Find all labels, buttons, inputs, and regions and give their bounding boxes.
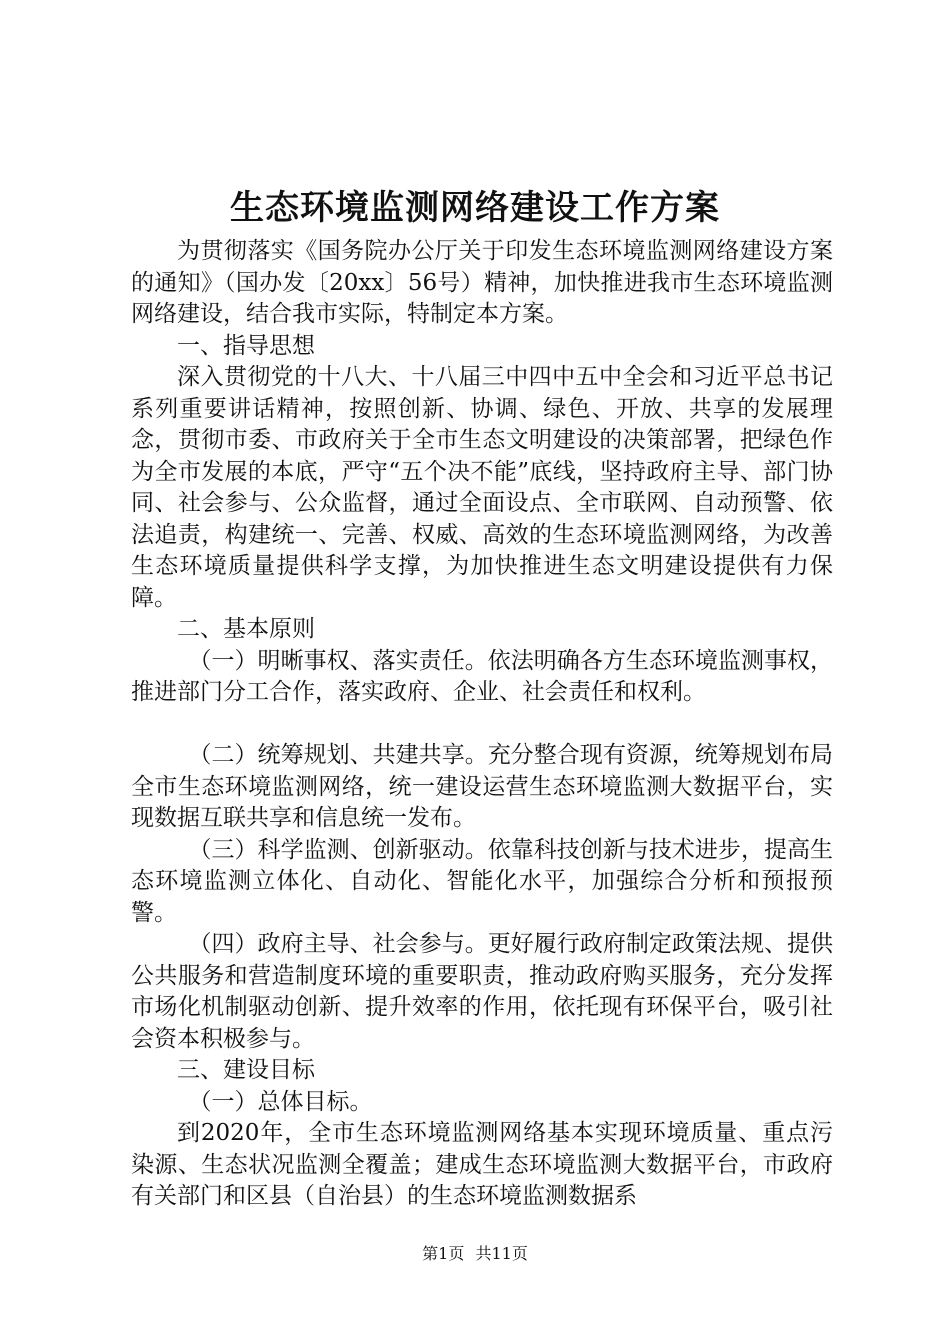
page-number: 第1页	[422, 1244, 465, 1263]
principle-3-paragraph: （三）科学监测、创新驱动。依靠科技创新与技术进步，提高生态环境监测立体化、自动化、智能化水平，加强综合分析和预报预警。	[131, 836, 833, 926]
page-total: 共11页	[475, 1244, 528, 1263]
subheading-overall-goal: （一）总体目标。	[188, 1088, 373, 1115]
document-body	[131, 236, 833, 1213]
section-heading-basic-principles: 二、基本原则	[177, 616, 315, 642]
document-title: 生态环境监测网络建设工作方案	[230, 188, 720, 228]
section-heading-guiding-ideology: 一、指导思想	[177, 332, 315, 359]
page-footer	[0, 1243, 950, 1265]
overall-goal-paragraph: 到2020年，全市生态环境监测网络基本实现环境质量、重点污染源、生态状况监测全覆盖；建成生态环境监测大数据平台，市政府有关部门和区县（自治县）的生态环境监测数据系	[131, 1120, 833, 1209]
principle-2-paragraph: （二）统筹规划、共建共享。充分整合现有资源，统筹规划布局全市生态环境监测网络，统一建设运营生态环境监测大数据平台，实现数据互联共享和信息统一发布。	[131, 742, 833, 831]
principle-4-paragraph: （四）政府主导、社会参与。更好履行政府制定政策法规、提供公共服务和营造制度环境的重要职责，推动政府购买服务，充分发挥市场化机制驱动创新、提升效率的作用，依托现有环保平台，吸引社会资本积极参与。	[131, 931, 833, 1052]
guiding-ideology-paragraph: 深入贯彻党的十八大、十八届三中四中五中全会和习近平总书记系列重要讲话精神，按照创新、协调、绿色、开放、共享的发展理念，贯彻市委、市政府关于全市生态文明建设的决策部署，把绿色作为全市发展的本底，严守“五个决不能”底线，坚持政府主导、部门协同、社会参与、公众监督，通过全面设点、全市联网、自动预警、依法追责，构建统一、完善、权威、高效的生态环境监测网络，为改善生态环境质量提供科学支撑，为加快推进生态文明建设提供有力保障。	[131, 364, 833, 611]
intro-paragraph: 为贯彻落实《国务院办公厅关于印发生态环境监测网络建设方案的通知》（国办发〔20xx〕56号）精神，加快推进我市生态环境监测网络建设，结合我市实际，特制定本方案。	[131, 238, 833, 327]
principle-1-paragraph: （一）明晰事权、落实责任。依法明确各方生态环境监测事权，推进部门分工合作，落实政府、企业、社会责任和权利。	[131, 647, 833, 705]
paragraph-spacer	[131, 709, 833, 741]
section-heading-construction-goals: 三、建设目标	[177, 1057, 315, 1083]
